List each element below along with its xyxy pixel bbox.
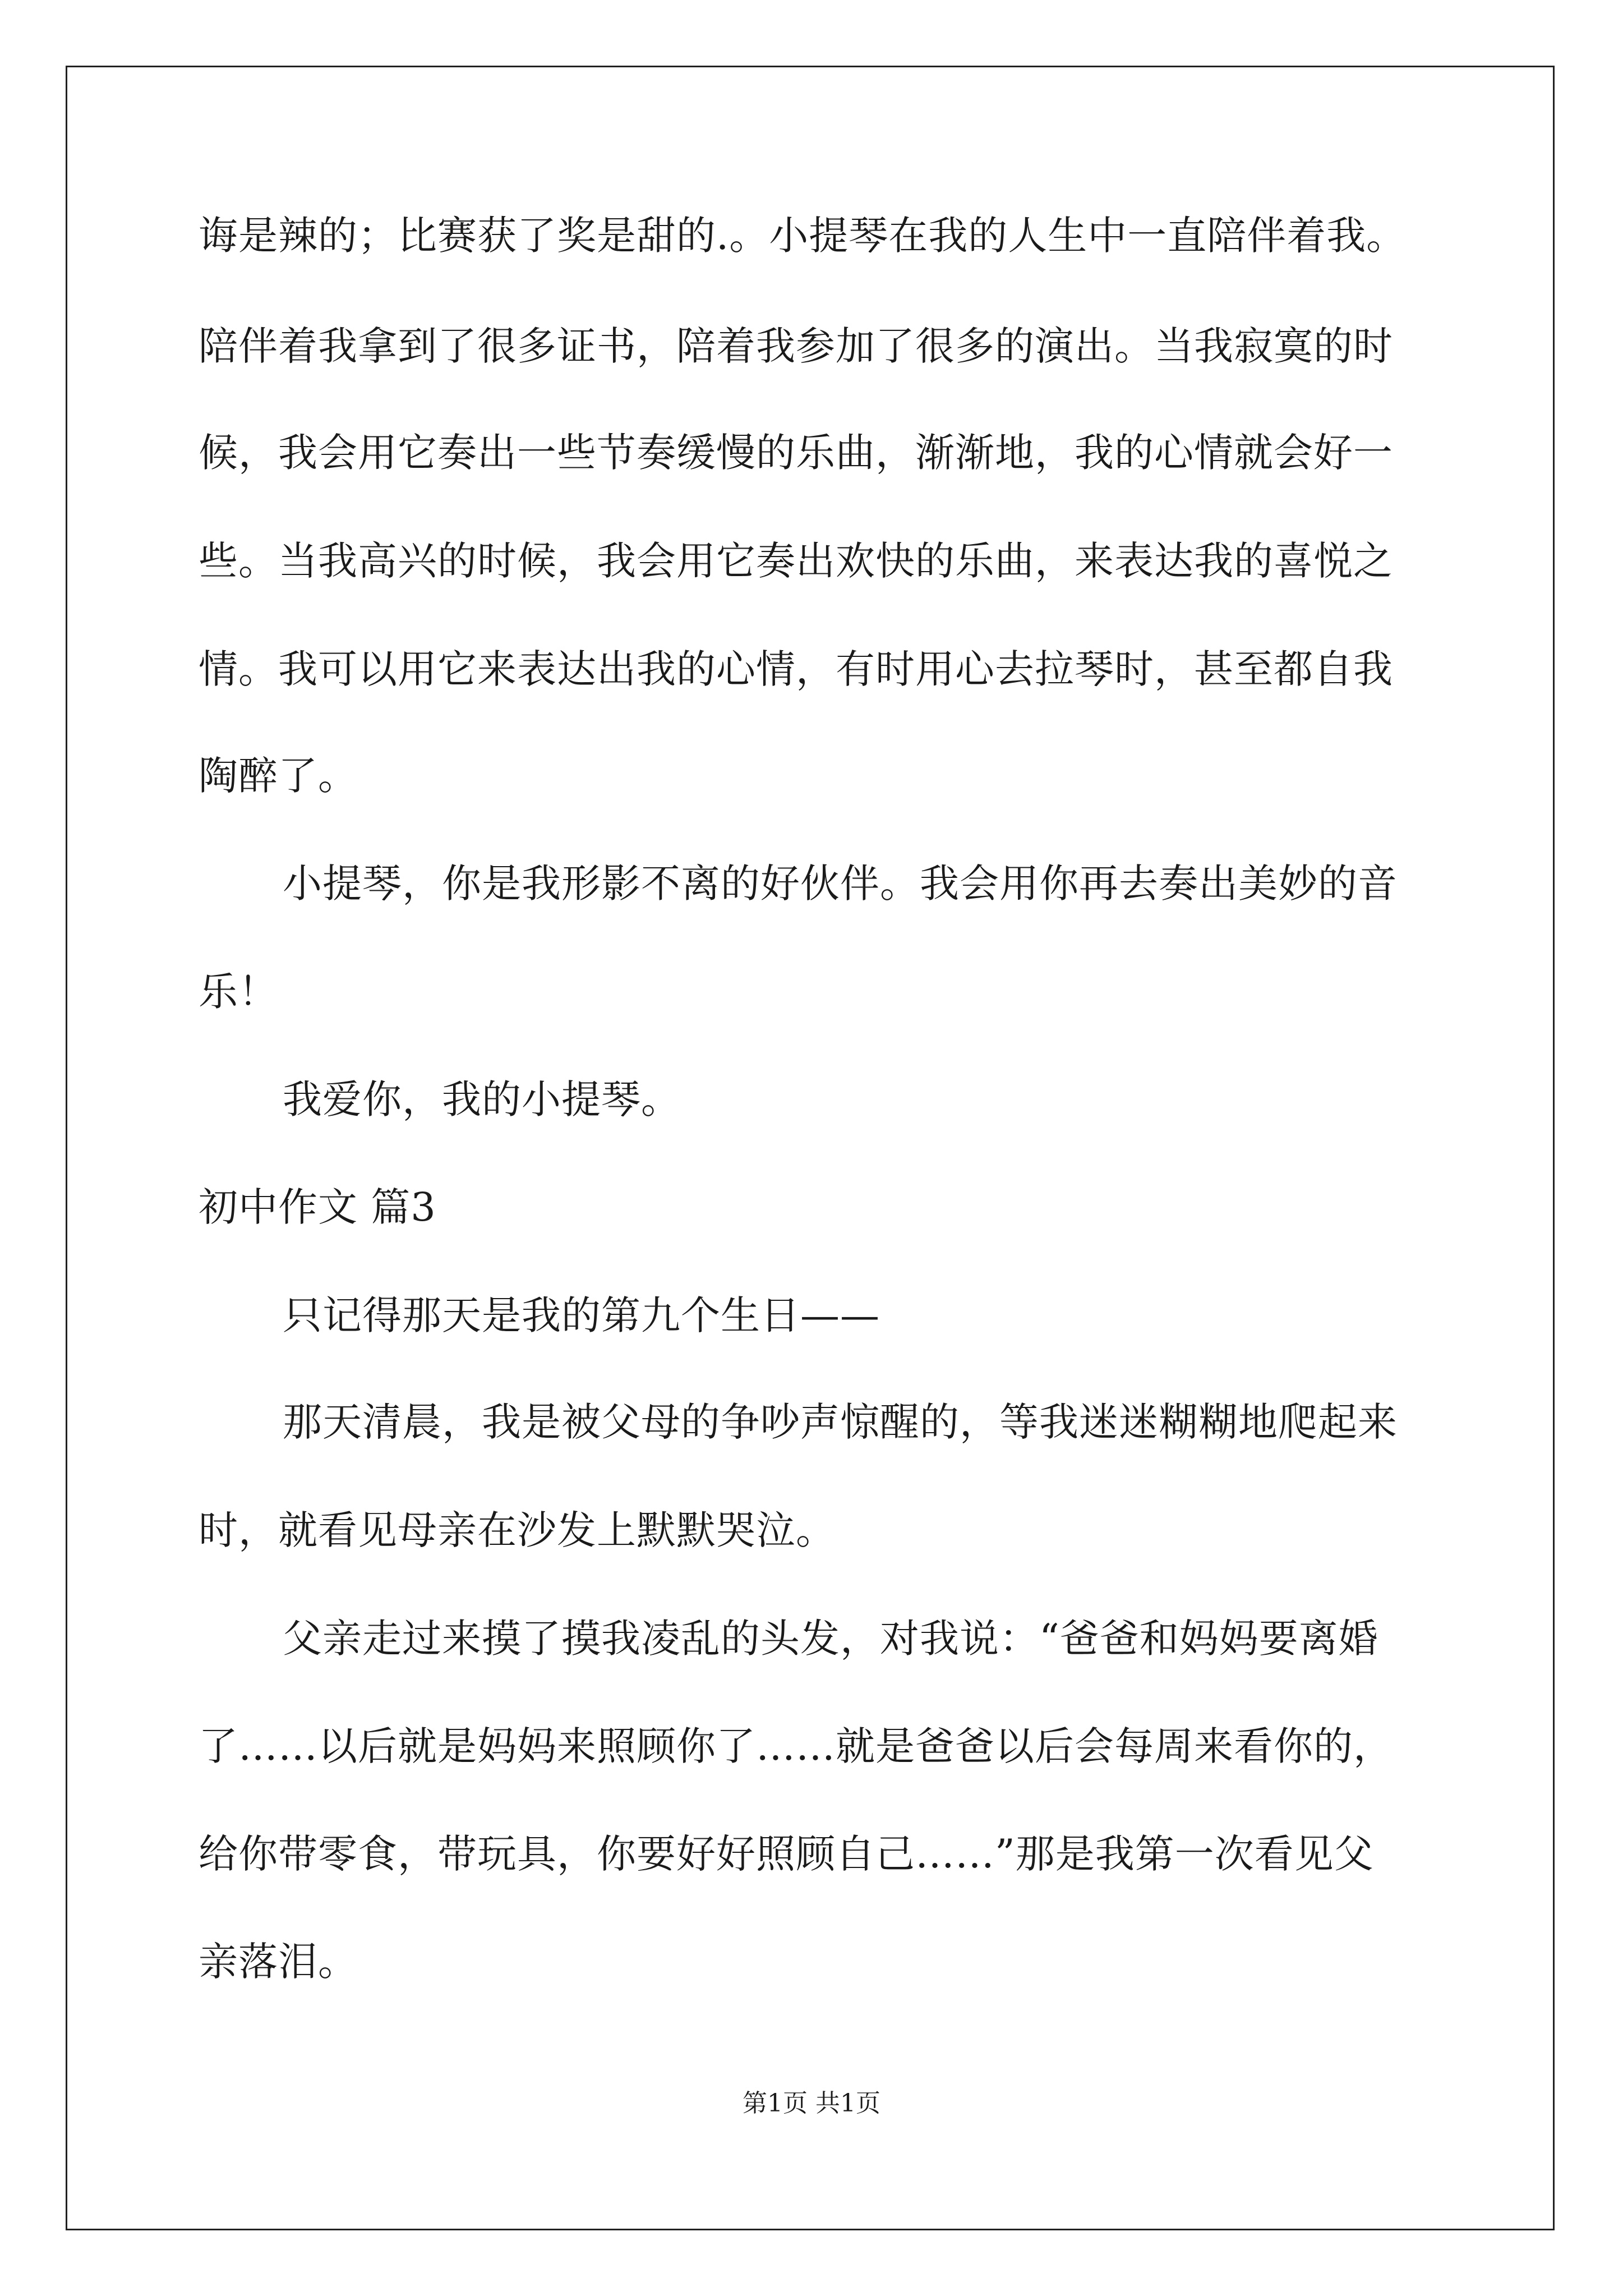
body-line: 陶醉了。 xyxy=(199,753,358,799)
paragraph-start: 只记得那天是我的第九个生日—— xyxy=(283,1292,880,1338)
body-line: 陪伴着我拿到了很多证书，陪着我参加了很多的演出。当我寂寞的时 xyxy=(199,323,1393,369)
body-line: 诲是辣的；比赛获了奖是甜的.。小提琴在我的人生中一直陪伴着我。 xyxy=(199,213,1407,259)
body-line: 亲落泪。 xyxy=(199,1939,358,1985)
body-line: 给你带零食，带玩具，你要好好照顾自己……”那是我第一次看见父 xyxy=(199,1831,1374,1877)
body-line: 乐！ xyxy=(199,969,278,1015)
paragraph-start: 小提琴，你是我形影不离的好伙伴。我会用你再去奏出美妙的音 xyxy=(283,861,1398,907)
section-heading: 初中作文 篇3 xyxy=(199,1184,436,1230)
paragraph-start: 父亲走过来摸了摸我凌乱的头发，对我说：“爸爸和妈妈要离婚 xyxy=(283,1616,1378,1662)
body-line: 时，就看见母亲在沙发上默默哭泣。 xyxy=(199,1507,836,1553)
body-line: 情。我可以用它来表达出我的心情，有时用心去拉琴时，甚至都自我 xyxy=(199,646,1393,692)
page-footer: 第1页 共1页 xyxy=(743,2089,880,2118)
body-line: 些。当我高兴的时候，我会用它奏出欢快的乐曲，来表达我的喜悦之 xyxy=(199,538,1393,584)
body-line: 候，我会用它奏出一些节奏缓慢的乐曲，渐渐地，我的心情就会好一 xyxy=(199,430,1393,476)
paragraph-start: 我爱你，我的小提琴。 xyxy=(283,1076,681,1122)
page-border xyxy=(66,66,1555,2230)
paragraph-start: 那天清晨，我是被父母的争吵声惊醒的，等我迷迷糊糊地爬起来 xyxy=(283,1399,1398,1445)
body-line: 了……以后就是妈妈来照顾你了……就是爸爸以后会每周来看你的， xyxy=(199,1723,1393,1769)
